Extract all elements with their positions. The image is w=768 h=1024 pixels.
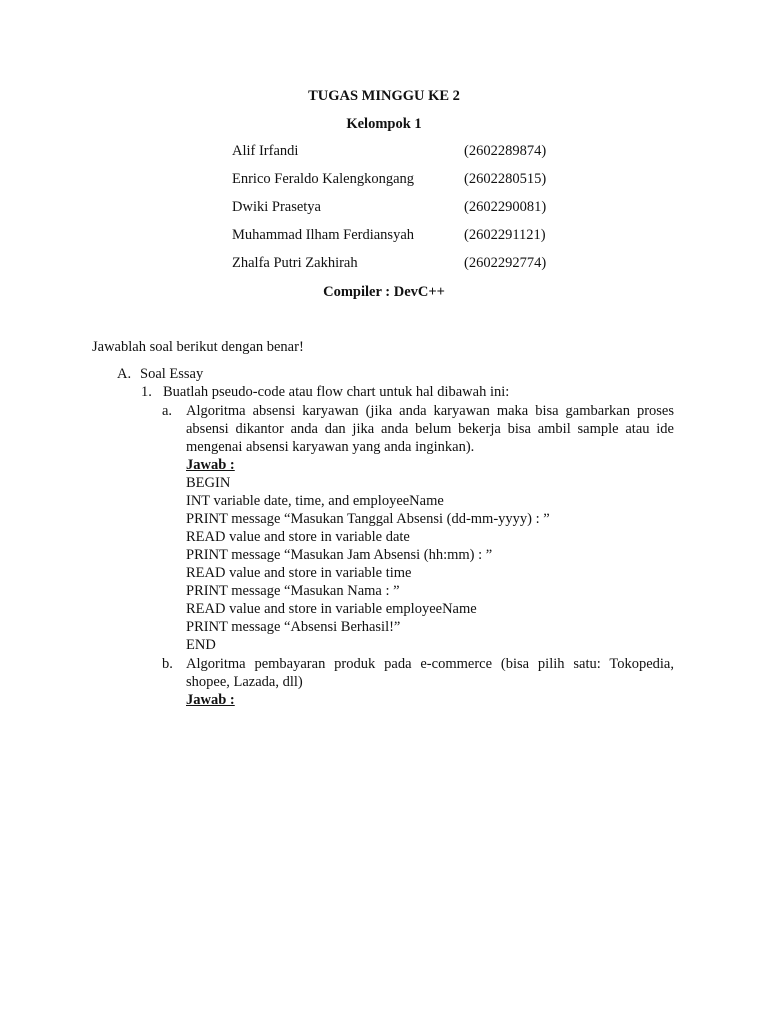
member-id: (2602280515) [464,171,547,187]
compiler-line: Compiler : DevC++ [323,284,445,300]
item-b-line: Algoritma pembayaran produk pada e-commerce (bisa pilih satu: Tokopedia, [186,656,674,672]
item-a-line: mengenai absensi karyawan yang anda inginkan). [186,439,475,455]
code-line: BEGIN [186,475,231,491]
member-id: (2602292774) [464,255,547,271]
member-name: Dwiki Prasetya [232,199,321,215]
group-heading: Kelompok 1 [346,116,422,132]
code-line: PRINT message “Masukan Tanggal Absensi (dd-mm-yyyy) : ” [186,511,550,527]
instruction-text: Jawablah soal berikut dengan benar! [92,339,304,355]
answer-label: Jawab : [186,457,235,473]
code-line: PRINT message “Masukan Jam Absensi (hh:mm) : ” [186,547,493,563]
member-id: (2602291121) [464,227,546,243]
code-line: READ value and store in variable date [186,529,410,545]
item-a-line: absensi dikantor anda dan jika anda belum bekerja bisa ambil sample atau ide [186,421,674,437]
section-marker: A. [117,366,132,382]
member-id: (2602290081) [464,199,547,215]
item-a-marker: a. [162,403,173,419]
item-b-marker: b. [162,656,173,672]
member-name: Enrico Feraldo Kalengkongang [232,171,415,187]
member-name: Zhalfa Putri Zakhirah [232,255,358,271]
section-title: Soal Essay [140,366,204,382]
question-text: Buatlah pseudo-code atau flow chart untuk hal dibawah ini: [163,384,510,400]
member-name: Muhammad Ilham Ferdiansyah [232,227,415,243]
code-line: PRINT message “Masukan Nama : ” [186,583,400,599]
item-a-line: Algoritma absensi karyawan (jika anda karyawan maka bisa gambarkan proses [186,403,674,419]
document-title: TUGAS MINGGU KE 2 [308,88,460,104]
code-line: END [186,637,216,653]
code-line: INT variable date, time, and employeeName [186,493,444,509]
code-line: READ value and store in variable employeeName [186,601,477,617]
code-line: READ value and store in variable time [186,565,412,581]
member-id: (2602289874) [464,143,547,159]
item-b-line: shopee, Lazada, dll) [186,674,303,690]
answer-label: Jawab : [186,692,235,708]
code-line: PRINT message “Absensi Berhasil!” [186,619,401,635]
member-name: Alif Irfandi [232,143,299,159]
question-number: 1. [141,384,152,400]
